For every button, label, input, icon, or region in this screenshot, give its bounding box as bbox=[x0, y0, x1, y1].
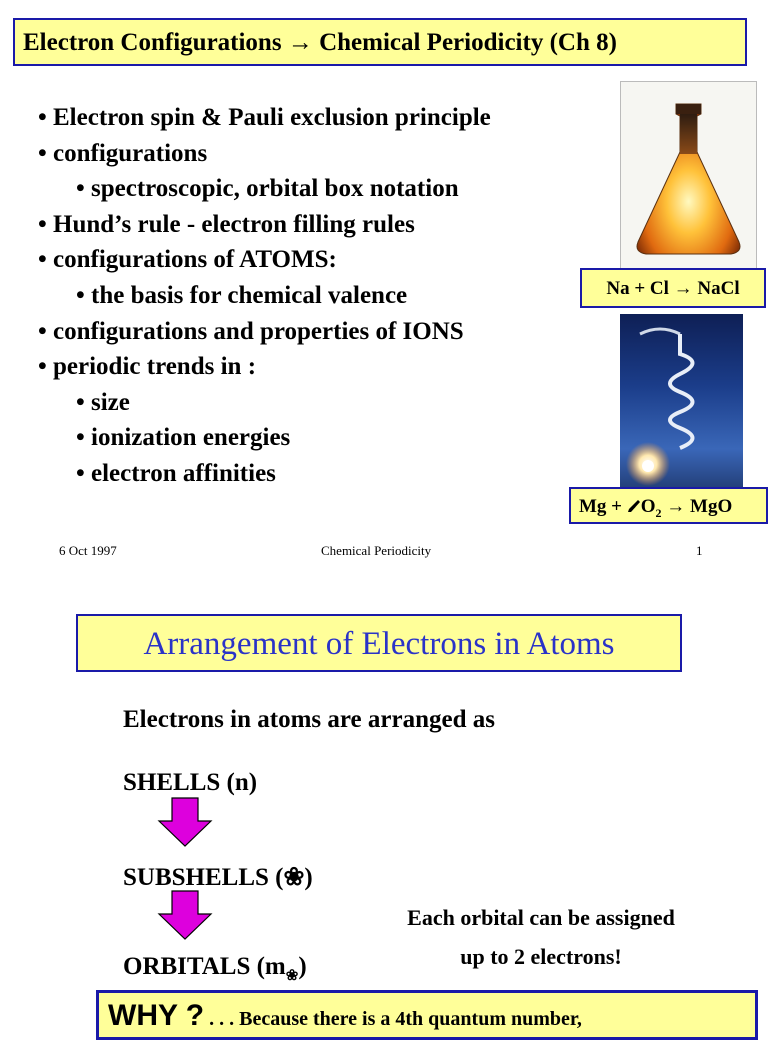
intro-text: Electrons in atoms are arranged as bbox=[123, 706, 495, 733]
bullet-item: • spectroscopic, orbital box notation bbox=[76, 175, 459, 203]
subshells-text: SUBSHELLS (❀) bbox=[123, 864, 313, 891]
magnesium-ribbon-icon bbox=[620, 314, 743, 494]
half-fraction-icon bbox=[627, 499, 641, 513]
shells-text: SHELLS (n) bbox=[123, 769, 258, 796]
bullet-item: • periodic trends in : bbox=[38, 353, 257, 381]
footer-page-number: 1 bbox=[696, 543, 703, 558]
flask-icon bbox=[621, 82, 756, 268]
down-arrow-icon-2 bbox=[157, 890, 213, 940]
o-text: O bbox=[640, 496, 656, 517]
bullet-item: • electron affinities bbox=[76, 459, 276, 487]
mgo-text: → MgO bbox=[661, 496, 733, 517]
bullet-item: • Electron spin & Pauli exclusion principle bbox=[38, 104, 491, 131]
orbitals-subscript: ❀ bbox=[285, 968, 299, 984]
note-line-2: up to 2 electrons! bbox=[460, 944, 622, 969]
orbitals-end: ) bbox=[298, 953, 307, 980]
why-dots: . . . bbox=[204, 1008, 240, 1030]
bullet-item: • configurations and properties of IONS bbox=[38, 317, 464, 345]
bullet-item: • Hund’s rule - electron filling rules bbox=[38, 210, 415, 238]
mg-o2-equation bbox=[569, 487, 768, 524]
bullet-item: • ionization energies bbox=[76, 424, 291, 452]
flask-flame-photo bbox=[620, 81, 757, 269]
footer-title: Chemical Periodicity bbox=[321, 543, 432, 558]
why-box bbox=[96, 990, 758, 1040]
orbitals-text bbox=[123, 953, 307, 985]
mg-text: Mg + bbox=[579, 496, 627, 517]
na-cl-equation: Na + Cl → NaCl bbox=[580, 268, 766, 308]
bullet-item: • size bbox=[76, 388, 130, 416]
down-arrow-icon bbox=[157, 797, 213, 847]
note-line-1: Each orbital can be assigned bbox=[407, 905, 675, 930]
why-heading: WHY ? bbox=[108, 999, 205, 1032]
orbitals-main: ORBITALS (m bbox=[123, 953, 286, 980]
o-subscript: 2 bbox=[655, 505, 662, 520]
bullet-list bbox=[38, 100, 598, 492]
slide1-title: Electron Configurations → Chemical Periodicity (Ch 8) bbox=[13, 18, 747, 66]
why-explanation: Because there is a 4th quantum number, bbox=[239, 1008, 582, 1030]
bullet-item: • the basis for chemical valence bbox=[76, 281, 408, 309]
mg-burning-photo bbox=[620, 314, 743, 494]
footer-date: 6 Oct 1997 bbox=[59, 543, 117, 558]
bullet-item: • configurations of ATOMS: bbox=[38, 246, 337, 274]
slide2-title: Arrangement of Electrons in Atoms bbox=[76, 614, 682, 672]
bullet-item: • configurations bbox=[38, 139, 208, 167]
